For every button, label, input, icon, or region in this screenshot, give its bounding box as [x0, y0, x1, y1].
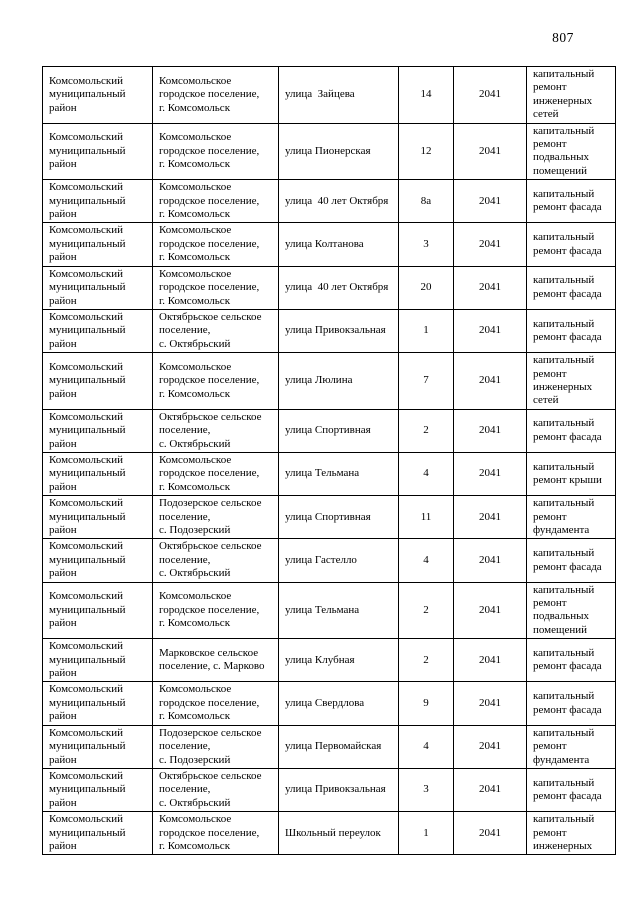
work-type-cell: капитальный ремонт фундамента	[527, 496, 616, 539]
district-cell: Комсомольский муниципальный район	[43, 768, 153, 811]
table-row	[43, 539, 616, 582]
page-number: 807	[552, 30, 574, 45]
district-cell: Комсомольский муниципальный район	[43, 180, 153, 223]
table-row	[43, 639, 616, 682]
table-row	[43, 353, 616, 410]
table-row	[43, 582, 616, 639]
work-type-cell: капитальный ремонт крыши	[527, 452, 616, 495]
work-type-cell: капитальный ремонт фасада	[527, 639, 616, 682]
house-number-cell: 4	[399, 452, 454, 495]
settlement-cell: Комсомольское городское поселение, г. Комсомольск	[153, 682, 279, 725]
table-row	[43, 768, 616, 811]
work-type-cell: капитальный ремонт подвальных помещений	[527, 582, 616, 639]
year-cell: 2041	[454, 266, 527, 309]
house-number-cell: 2	[399, 409, 454, 452]
settlement-cell: Комсомольское городское поселение, г. Комсомольск	[153, 223, 279, 266]
street-cell: Школьный переулок	[279, 812, 399, 855]
settlement-cell: Подозерское сельское поселение, с. Подозерский	[153, 496, 279, 539]
district-cell: Комсомольский муниципальный район	[43, 223, 153, 266]
table-row	[43, 180, 616, 223]
work-type-cell: капитальный ремонт фасада	[527, 266, 616, 309]
district-cell: Комсомольский муниципальный район	[43, 452, 153, 495]
district-cell: Комсомольский муниципальный район	[43, 725, 153, 768]
year-cell: 2041	[454, 409, 527, 452]
year-cell: 2041	[454, 67, 527, 124]
settlement-cell: Подозерское сельское поселение, с. Подозерский	[153, 725, 279, 768]
street-cell: улица Пионерская	[279, 123, 399, 180]
year-cell: 2041	[454, 539, 527, 582]
work-type-cell: капитальный ремонт фасада	[527, 409, 616, 452]
settlement-cell: Комсомольское городское поселение, г. Комсомольск	[153, 452, 279, 495]
year-cell: 2041	[454, 452, 527, 495]
work-type-cell: капитальный ремонт инженерных сетей	[527, 353, 616, 410]
house-number-cell: 3	[399, 768, 454, 811]
settlement-cell: Октябрьское сельское поселение, с. Октябрьский	[153, 539, 279, 582]
year-cell: 2041	[454, 812, 527, 855]
year-cell: 2041	[454, 353, 527, 410]
house-number-cell: 12	[399, 123, 454, 180]
street-cell: улица Тельмана	[279, 452, 399, 495]
year-cell: 2041	[454, 496, 527, 539]
table-row	[43, 496, 616, 539]
house-number-cell: 3	[399, 223, 454, 266]
settlement-cell: Комсомольское городское поселение, г. Комсомольск	[153, 266, 279, 309]
street-cell: улица Свердлова	[279, 682, 399, 725]
house-number-cell: 4	[399, 725, 454, 768]
street-cell: улица 40 лет Октября	[279, 180, 399, 223]
street-cell: улица Привокзальная	[279, 768, 399, 811]
street-cell: улица Спортивная	[279, 409, 399, 452]
settlement-cell: Комсомольское городское поселение, г. Комсомольск	[153, 180, 279, 223]
house-number-cell: 2	[399, 582, 454, 639]
year-cell: 2041	[454, 682, 527, 725]
district-cell: Комсомольский муниципальный район	[43, 639, 153, 682]
year-cell: 2041	[454, 223, 527, 266]
street-cell: улица Привокзальная	[279, 309, 399, 352]
repair-plan-table	[42, 66, 616, 855]
table-row	[43, 309, 616, 352]
year-cell: 2041	[454, 180, 527, 223]
table-row	[43, 409, 616, 452]
repair-table-body	[43, 67, 616, 855]
house-number-cell: 9	[399, 682, 454, 725]
street-cell: улица Тельмана	[279, 582, 399, 639]
work-type-cell: капитальный ремонт фасада	[527, 768, 616, 811]
table-row	[43, 812, 616, 855]
district-cell: Комсомольский муниципальный район	[43, 496, 153, 539]
district-cell: Комсомольский муниципальный район	[43, 353, 153, 410]
house-number-cell: 2	[399, 639, 454, 682]
settlement-cell: Марковское сельское поселение, с. Марково	[153, 639, 279, 682]
work-type-cell: капитальный ремонт фасада	[527, 180, 616, 223]
house-number-cell: 14	[399, 67, 454, 124]
house-number-cell: 11	[399, 496, 454, 539]
house-number-cell: 8а	[399, 180, 454, 223]
year-cell: 2041	[454, 768, 527, 811]
street-cell: улица Гастелло	[279, 539, 399, 582]
work-type-cell: капитальный ремонт фасада	[527, 223, 616, 266]
year-cell: 2041	[454, 123, 527, 180]
work-type-cell: капитальный ремонт инженерных	[527, 812, 616, 855]
work-type-cell: капитальный ремонт подвальных помещений	[527, 123, 616, 180]
year-cell: 2041	[454, 309, 527, 352]
district-cell: Комсомольский муниципальный район	[43, 123, 153, 180]
house-number-cell: 4	[399, 539, 454, 582]
district-cell: Комсомольский муниципальный район	[43, 266, 153, 309]
street-cell: улица Колтанова	[279, 223, 399, 266]
street-cell: улица Спортивная	[279, 496, 399, 539]
table-row	[43, 725, 616, 768]
district-cell: Комсомольский муниципальный район	[43, 309, 153, 352]
work-type-cell: капитальный ремонт фасада	[527, 309, 616, 352]
work-type-cell: капитальный ремонт фасада	[527, 682, 616, 725]
settlement-cell: Комсомольское городское поселение, г. Комсомольск	[153, 582, 279, 639]
settlement-cell: Комсомольское городское поселение, г. Комсомольск	[153, 67, 279, 124]
house-number-cell: 1	[399, 309, 454, 352]
street-cell: улица Люлина	[279, 353, 399, 410]
settlement-cell: Комсомольское городское поселение, г. Комсомольск	[153, 812, 279, 855]
settlement-cell: Комсомольское городское поселение, г. Комсомольск	[153, 353, 279, 410]
district-cell: Комсомольский муниципальный район	[43, 539, 153, 582]
year-cell: 2041	[454, 725, 527, 768]
district-cell: Комсомольский муниципальный район	[43, 812, 153, 855]
work-type-cell: капитальный ремонт фасада	[527, 539, 616, 582]
work-type-cell: капитальный ремонт фундамента	[527, 725, 616, 768]
settlement-cell: Октябрьское сельское поселение, с. Октябрьский	[153, 768, 279, 811]
work-type-cell: капитальный ремонт инженерных сетей	[527, 67, 616, 124]
street-cell: улица Клубная	[279, 639, 399, 682]
table-row	[43, 67, 616, 124]
house-number-cell: 20	[399, 266, 454, 309]
house-number-cell: 1	[399, 812, 454, 855]
settlement-cell: Октябрьское сельское поселение, с. Октябрьский	[153, 309, 279, 352]
table-row	[43, 223, 616, 266]
year-cell: 2041	[454, 639, 527, 682]
district-cell: Комсомольский муниципальный район	[43, 582, 153, 639]
table-row	[43, 452, 616, 495]
street-cell: улица Зайцева	[279, 67, 399, 124]
district-cell: Комсомольский муниципальный район	[43, 682, 153, 725]
district-cell: Комсомольский муниципальный район	[43, 67, 153, 124]
year-cell: 2041	[454, 582, 527, 639]
settlement-cell: Октябрьское сельское поселение, с. Октябрьский	[153, 409, 279, 452]
table-row	[43, 682, 616, 725]
street-cell: улица Первомайская	[279, 725, 399, 768]
settlement-cell: Комсомольское городское поселение, г. Комсомольск	[153, 123, 279, 180]
table-row	[43, 123, 616, 180]
street-cell: улица 40 лет Октября	[279, 266, 399, 309]
district-cell: Комсомольский муниципальный район	[43, 409, 153, 452]
table-row	[43, 266, 616, 309]
house-number-cell: 7	[399, 353, 454, 410]
